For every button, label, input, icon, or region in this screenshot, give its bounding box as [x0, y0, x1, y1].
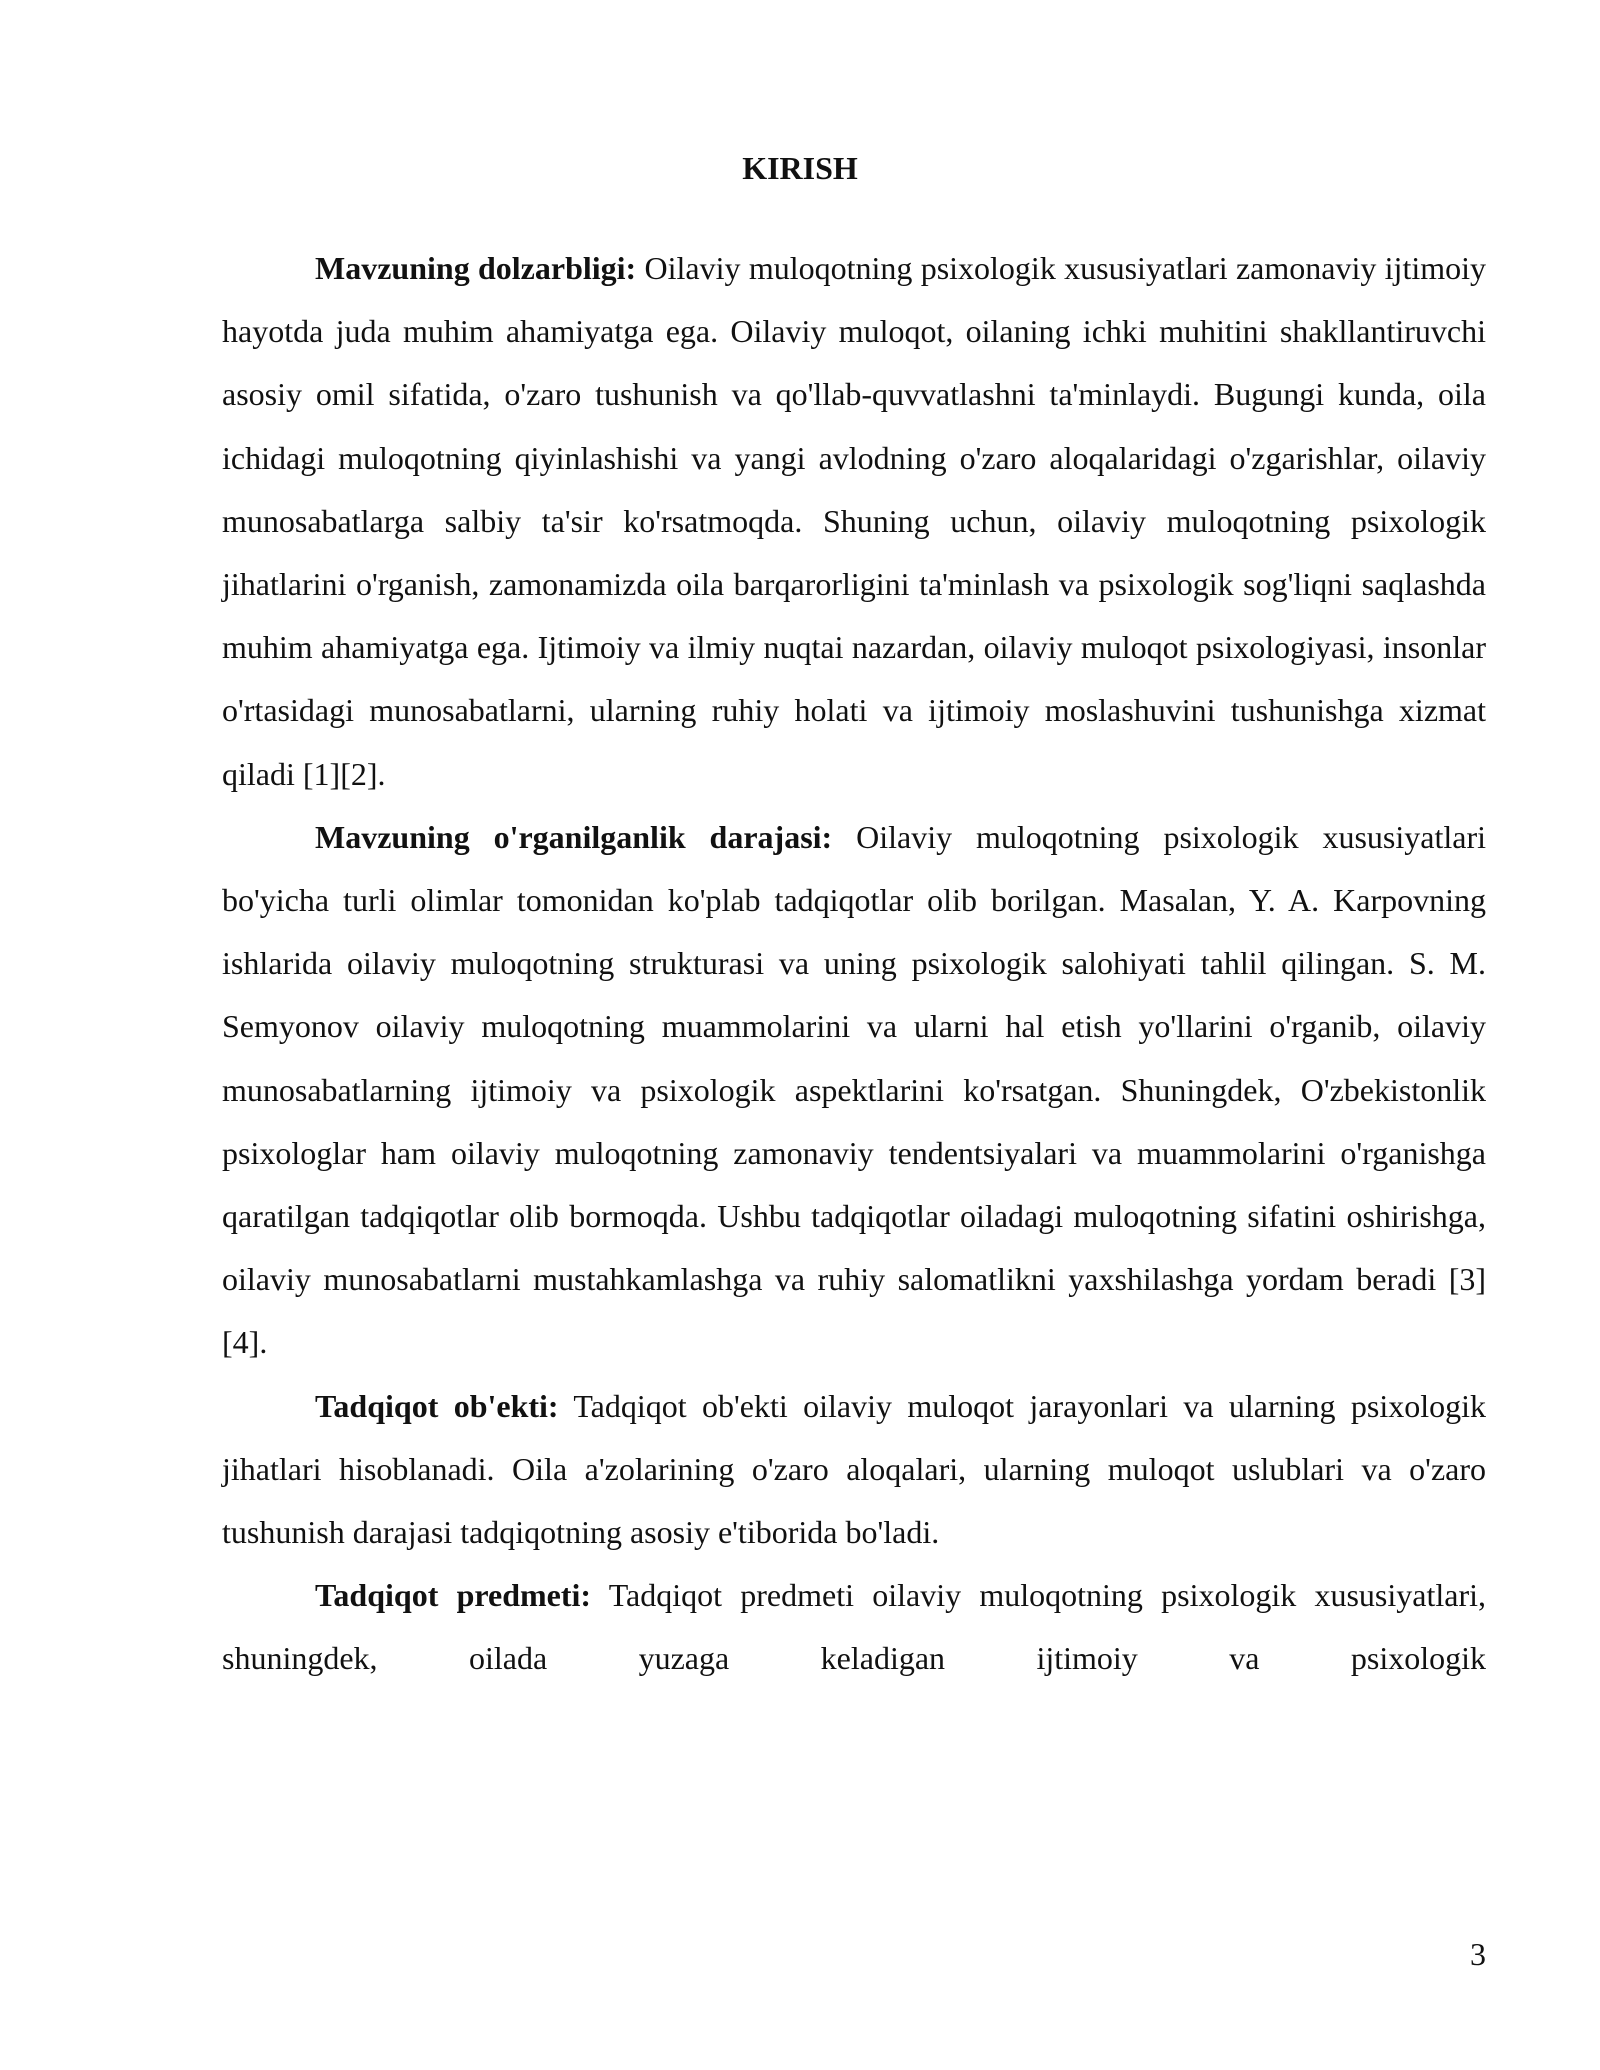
- paragraph-text: Tadqiqot predmeti oilaviy muloqotning psixologik xususiyatlari, shuningdek, oilada yuzaga keladigan ijtimoiy va psixologik: [222, 1577, 1487, 1677]
- paragraph-text: Tadqiqot ob'ekti oilaviy muloqot jarayonlari va ularning psixologik jihatlari hisoblanadi. Oila a'zolarining o'zaro aloqalari, ularning muloqot uslublari va o'zaro tushunish darajasi tadqiqotning asosiy e'tiborida bo'ladi.: [222, 1387, 1487, 1551]
- paragraph-research-subject: [222, 1564, 1486, 1690]
- document-body: [222, 237, 1486, 1691]
- paragraph-heading: Tadqiqot predmeti:: [315, 1577, 592, 1614]
- paragraph-heading: Mavzuning dolzarbligi:: [315, 250, 637, 286]
- paragraph-text: Oilaviy muloqotning psixologik xususiyatlari bo'yicha turli olimlar tomonidan ko'plab tadqiqotlar olib borilgan. Masalan, Y. A. Karpovning ishlarida oilaviy muloqotning strukturasi va uning psixologik salohiyati tahlil qilingan. S. M. Semyonov oilaviy muloqotning muammolarini va ularni hal etish yo'llarini o'rganib, oilaviy munosabatlarning ijtimoiy va psixologik aspektlarini ko'rsatgan. Shuningdek, O'zbekistonlik psixologlar ham oilaviy muloqotning zamonaviy tendentsiyalari va muammolarini o'rganishga qaratilgan tadqiqotlar olib bormoqda. Ushbu tadqiqotlar oiladagi muloqotning sifatini oshirishga, oilaviy munosabatlarni mustahkamlashga va ruhiy salomatlikni yaxshilashga yordam beradi [3][4].: [222, 818, 1487, 1361]
- paragraph-heading: Mavzuning o'rganilganlik darajasi:: [315, 818, 833, 855]
- paragraph-relevance: [222, 237, 1486, 806]
- page-title: KIRISH: [742, 150, 858, 186]
- paragraph-heading: Tadqiqot ob'ekti:: [315, 1387, 559, 1424]
- paragraph-research-object: [222, 1375, 1486, 1565]
- page-number: 3: [1470, 1936, 1486, 1972]
- paragraph-text: Oilaviy muloqotning psixologik xususiyatlari zamonaviy ijtimoiy hayotda juda muhim ahamiyatga ega. Oilaviy muloqot, oilaning ichki muhitini shakllantiruvchi asosiy omil sifatida, o'zaro tushunish va qo'llab-quvvatlashni ta'minlaydi. Bugungi kunda, oila ichidagi muloqotning qiyinlashishi va yangi avlodning o'zaro aloqalaridagi o'zgarishlar, oilaviy munosabatlarga salbiy ta'sir ko'rsatmoqda. Shuning uchun, oilaviy muloqotning psixologik jihatlarini o'rganish, zamonamizda oila barqarorligini ta'minlash va psixologik sog'liqni saqlashda muhim ahamiyatga ega. Ijtimoiy va ilmiy nuqtai nazardan, oilaviy muloqot psixologiyasi, insonlar o'rtasidagi munosabatlarni, ularning ruhiy holati va ijtimoiy moslashuvini tushunishga xizmat qiladi [1][2].: [222, 250, 1487, 792]
- paragraph-study-level: [222, 806, 1486, 1375]
